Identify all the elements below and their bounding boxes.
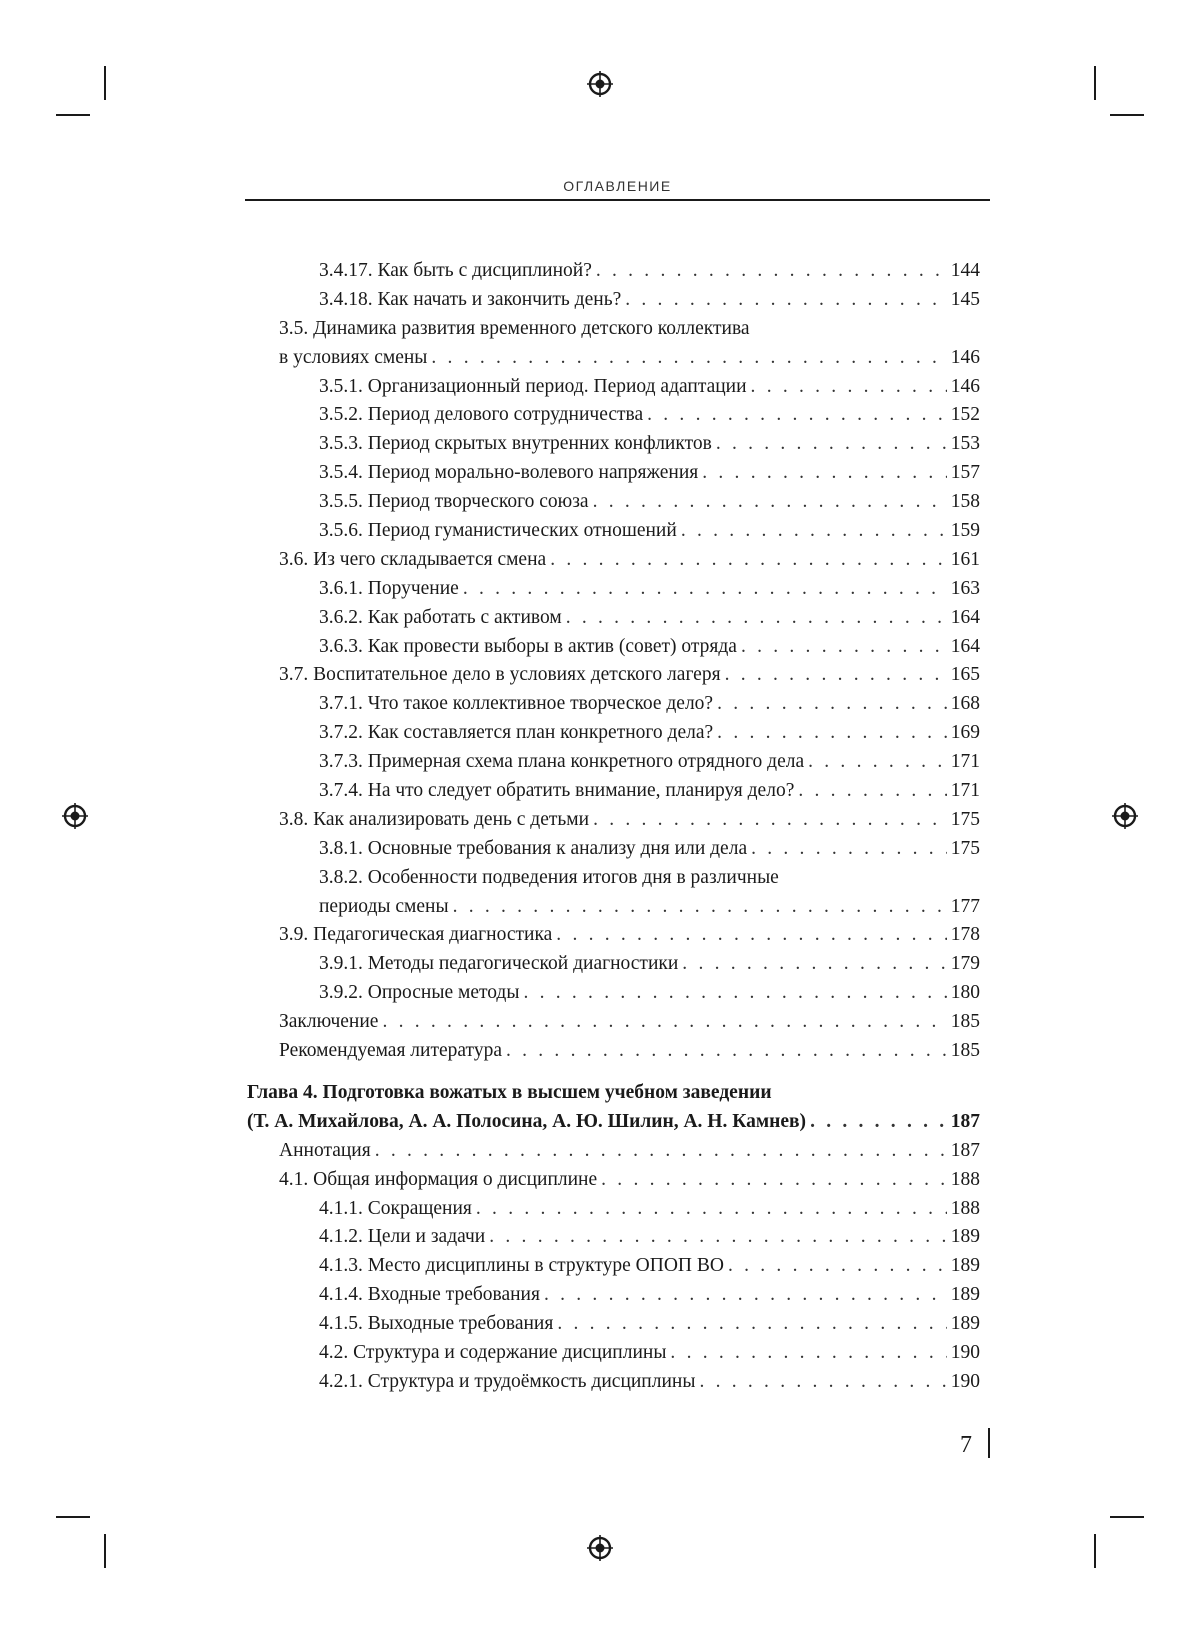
toc-entry-title: 3.5.6. Период гуманистических отношений [319, 520, 677, 542]
crop-mark [1110, 114, 1144, 116]
crop-mark [56, 1516, 90, 1518]
dot-leader [476, 1195, 947, 1224]
toc-entry-title: 4.2. Структура и содержание дисциплины [319, 1341, 667, 1363]
dot-leader [699, 1368, 946, 1397]
toc-page-number: 190 [950, 1370, 980, 1392]
toc-entry [247, 633, 980, 662]
dot-leader [681, 517, 947, 546]
dot-leader [670, 1339, 946, 1368]
dot-leader [489, 1223, 947, 1252]
dot-leader [566, 604, 947, 633]
toc-entry-title: 3.7.4. На что следует обратить внимание, планируя дело? [319, 780, 795, 802]
crop-mark [104, 66, 106, 100]
registration-mark-icon [587, 71, 613, 97]
toc-entry-title: 3.7.2. Как составляется план конкретного дела? [319, 722, 714, 744]
registration-mark-icon [587, 1535, 613, 1561]
toc-entry-title: 3.6.1. Поручение [319, 577, 459, 599]
toc-page-number: 144 [950, 260, 980, 281]
toc-entry [247, 661, 980, 690]
toc-entry-title: 4.1.1. Сокращения [319, 1197, 472, 1219]
toc-entry [247, 401, 980, 430]
toc-entry-title: 4.1.5. Выходные требования [319, 1313, 554, 1335]
dot-leader [717, 690, 947, 719]
toc-page-number: 179 [950, 953, 980, 975]
toc-entry [247, 719, 980, 748]
toc-page-number: 161 [950, 548, 980, 570]
dot-leader [808, 748, 947, 777]
toc-page-number: 189 [950, 1313, 980, 1335]
running-header: ОГЛАВЛЕНИЕ [563, 178, 672, 194]
toc-entry [247, 1252, 980, 1281]
toc-entry [247, 1137, 980, 1166]
dot-leader [716, 430, 947, 459]
toc-page-number: 164 [950, 606, 980, 628]
toc-page-number: 189 [950, 1255, 980, 1277]
crop-mark [1094, 1534, 1096, 1568]
toc-page-number: 177 [950, 895, 980, 917]
dot-leader [601, 1166, 947, 1195]
toc-page-number: 187 [950, 1110, 980, 1132]
toc-page-number: 189 [950, 1226, 980, 1248]
toc-page-number: 190 [950, 1341, 980, 1363]
toc-entry-title: Заключение [279, 1011, 379, 1033]
crop-mark [1094, 66, 1096, 100]
dot-leader [682, 950, 946, 979]
toc-page-number: 171 [950, 751, 980, 773]
dot-leader [544, 1281, 947, 1310]
toc-page-number: 146 [950, 375, 980, 397]
toc-entry-title: 4.1. Общая информация о дисциплине [279, 1168, 598, 1190]
toc-entry [247, 835, 980, 864]
dot-leader [741, 633, 947, 662]
toc-entry-title: 3.6.3. Как провести выборы в актив (совет) отряда [319, 635, 737, 657]
toc-entry-title: 3.5.5. Период творческого союза [319, 491, 589, 513]
toc-page-number: 188 [950, 1168, 980, 1190]
table-of-contents [247, 257, 980, 1397]
registration-mark-icon [62, 803, 88, 829]
toc-entry-title: 4.1.4. Входные требования [319, 1284, 540, 1306]
toc-entry-title: 3.7.3. Примерная схема плана конкретного отрядного дела [319, 751, 805, 773]
toc-entry-title: 3.6.2. Как работать с активом [319, 606, 562, 628]
dot-leader [550, 546, 947, 575]
toc-entry-title: 3.9.2. Опросные методы [319, 982, 520, 1004]
dot-leader [728, 1252, 947, 1281]
toc-page-number: 145 [950, 288, 980, 310]
page-number: 7 [960, 1432, 972, 1458]
toc-page-number: 153 [950, 433, 980, 455]
dot-leader [593, 488, 947, 517]
toc-entry-title: 3.6. Из чего складывается смена [279, 548, 547, 570]
toc-entry-title: 3.8.1. Основные требования к анализу дня или дела [319, 837, 748, 859]
dot-leader [647, 401, 947, 430]
toc-page-number: 159 [950, 520, 980, 542]
toc-page-number: 157 [950, 462, 980, 484]
dot-leader [751, 835, 947, 864]
dot-leader [382, 1008, 946, 1037]
toc-entry [247, 1339, 980, 1368]
toc-chapter-heading [247, 1108, 980, 1137]
toc-page-number: 188 [950, 1197, 980, 1219]
toc-entry-title: 3.5. Динамика развития временного детского коллектива [279, 317, 750, 339]
toc-entry-title: периоды смены [319, 895, 449, 917]
toc-entry-title: 4.2.1. Структура и трудоёмкость дисциплины [319, 1370, 696, 1392]
dot-leader [557, 1310, 946, 1339]
toc-entry [247, 373, 980, 402]
toc-page-number: 165 [950, 664, 980, 686]
toc-entry [247, 430, 980, 459]
toc-page-number: 171 [950, 780, 980, 802]
dot-leader [375, 1137, 947, 1166]
dot-leader [463, 575, 947, 604]
toc-entry-title: 3.8.2. Особенности подведения итогов дня в различные [319, 866, 779, 888]
toc-entry [247, 1166, 980, 1195]
toc-entry [247, 575, 980, 604]
toc-page-number: 175 [950, 837, 980, 859]
toc-page-number: 175 [950, 808, 980, 830]
toc-entry [247, 315, 980, 344]
dot-leader [523, 979, 946, 1008]
toc-entry-title: 3.4.18. Как начать и закончить день? [319, 288, 622, 310]
dot-leader [596, 257, 947, 286]
dot-leader [702, 459, 947, 488]
toc-entry-title: 3.7.1. Что такое коллективное творческое дело? [319, 693, 714, 715]
toc-entry [247, 1281, 980, 1310]
toc-page-number: 146 [950, 346, 980, 368]
page-number-bar [988, 1428, 990, 1458]
toc-entry-continuation [247, 344, 980, 373]
toc-entry-title: 3.9. Педагогическая диагностика [279, 924, 553, 946]
toc-page-number: 178 [950, 924, 980, 946]
toc-page-number: 163 [950, 577, 980, 599]
dot-leader [717, 719, 947, 748]
dot-leader [431, 344, 946, 373]
toc-page-number: 187 [950, 1139, 980, 1161]
toc-page-number: 180 [950, 982, 980, 1004]
registration-mark-icon [1112, 803, 1138, 829]
dot-leader [556, 921, 946, 950]
toc-page-number: 164 [950, 635, 980, 657]
toc-entry [247, 690, 980, 719]
crop-mark [56, 114, 90, 116]
toc-page-number: 168 [950, 693, 980, 715]
toc-entry-title: в условиях смены [279, 346, 428, 368]
header-rule [245, 199, 990, 201]
dot-leader [506, 1037, 947, 1066]
toc-entry [247, 488, 980, 517]
dot-leader [798, 777, 946, 806]
toc-page-number: 185 [950, 1011, 980, 1033]
toc-entry [247, 1310, 980, 1339]
toc-page-number: 189 [950, 1284, 980, 1306]
toc-entry-title: Глава 4. Подготовка вожатых в высшем учебном заведении [247, 1081, 772, 1103]
crop-mark [104, 1534, 106, 1568]
toc-entry-title: 3.4.17. Как быть с дисциплиной? [319, 260, 592, 281]
toc-entry [247, 748, 980, 777]
toc-entry [247, 777, 980, 806]
toc-entry [247, 1368, 980, 1397]
toc-entry-continuation [247, 893, 980, 922]
toc-entry-title: Рекомендуемая литература [279, 1040, 502, 1062]
toc-entry [247, 604, 980, 633]
toc-entry-title: (Т. А. Михайлова, А. А. Полосина, А. Ю. Шилин, А. Н. Камнев) [247, 1110, 807, 1132]
dot-leader [593, 806, 947, 835]
toc-entry [247, 1223, 980, 1252]
toc-entry [247, 950, 980, 979]
toc-entry [247, 1008, 980, 1037]
toc-page-number: 152 [950, 404, 980, 426]
toc-entry [247, 979, 980, 1008]
crop-mark [1110, 1516, 1144, 1518]
toc-entry [247, 1037, 980, 1066]
toc-entry-title: Аннотация [279, 1139, 371, 1161]
toc-entry [247, 517, 980, 546]
dot-leader [725, 661, 947, 690]
toc-entry [247, 806, 980, 835]
toc-entry-title: 3.5.3. Период скрытых внутренних конфликтов [319, 433, 712, 455]
toc-entry [247, 1195, 980, 1224]
dot-leader [810, 1108, 947, 1137]
toc-entry-title: 3.5.1. Организационный период. Период адаптации [319, 375, 747, 397]
dot-leader [625, 286, 947, 315]
toc-page-number: 185 [950, 1040, 980, 1062]
toc-entry [247, 459, 980, 488]
toc-entry-title: 3.7. Воспитательное дело в условиях детского лагеря [279, 664, 721, 686]
toc-entry [247, 921, 980, 950]
toc-entry [247, 257, 980, 286]
toc-entry [247, 546, 980, 575]
toc-entry [247, 864, 980, 893]
toc-page-number: 158 [950, 491, 980, 513]
toc-entry-title: 4.1.2. Цели и задачи [319, 1226, 486, 1248]
toc-entry-title: 3.5.4. Период морально-волевого напряжения [319, 462, 699, 484]
dot-leader [453, 893, 947, 922]
toc-chapter-heading [247, 1079, 980, 1108]
toc-entry-title: 3.9.1. Методы педагогической диагностики [319, 953, 679, 975]
toc-entry [247, 286, 980, 315]
toc-page-number: 169 [950, 722, 980, 744]
toc-entry-title: 3.5.2. Период делового сотрудничества [319, 404, 644, 426]
dot-leader [751, 373, 947, 402]
toc-entry-title: 3.8. Как анализировать день с детьми [279, 808, 590, 830]
toc-entry-title: 4.1.3. Место дисциплины в структуре ОПОП ВО [319, 1255, 724, 1277]
